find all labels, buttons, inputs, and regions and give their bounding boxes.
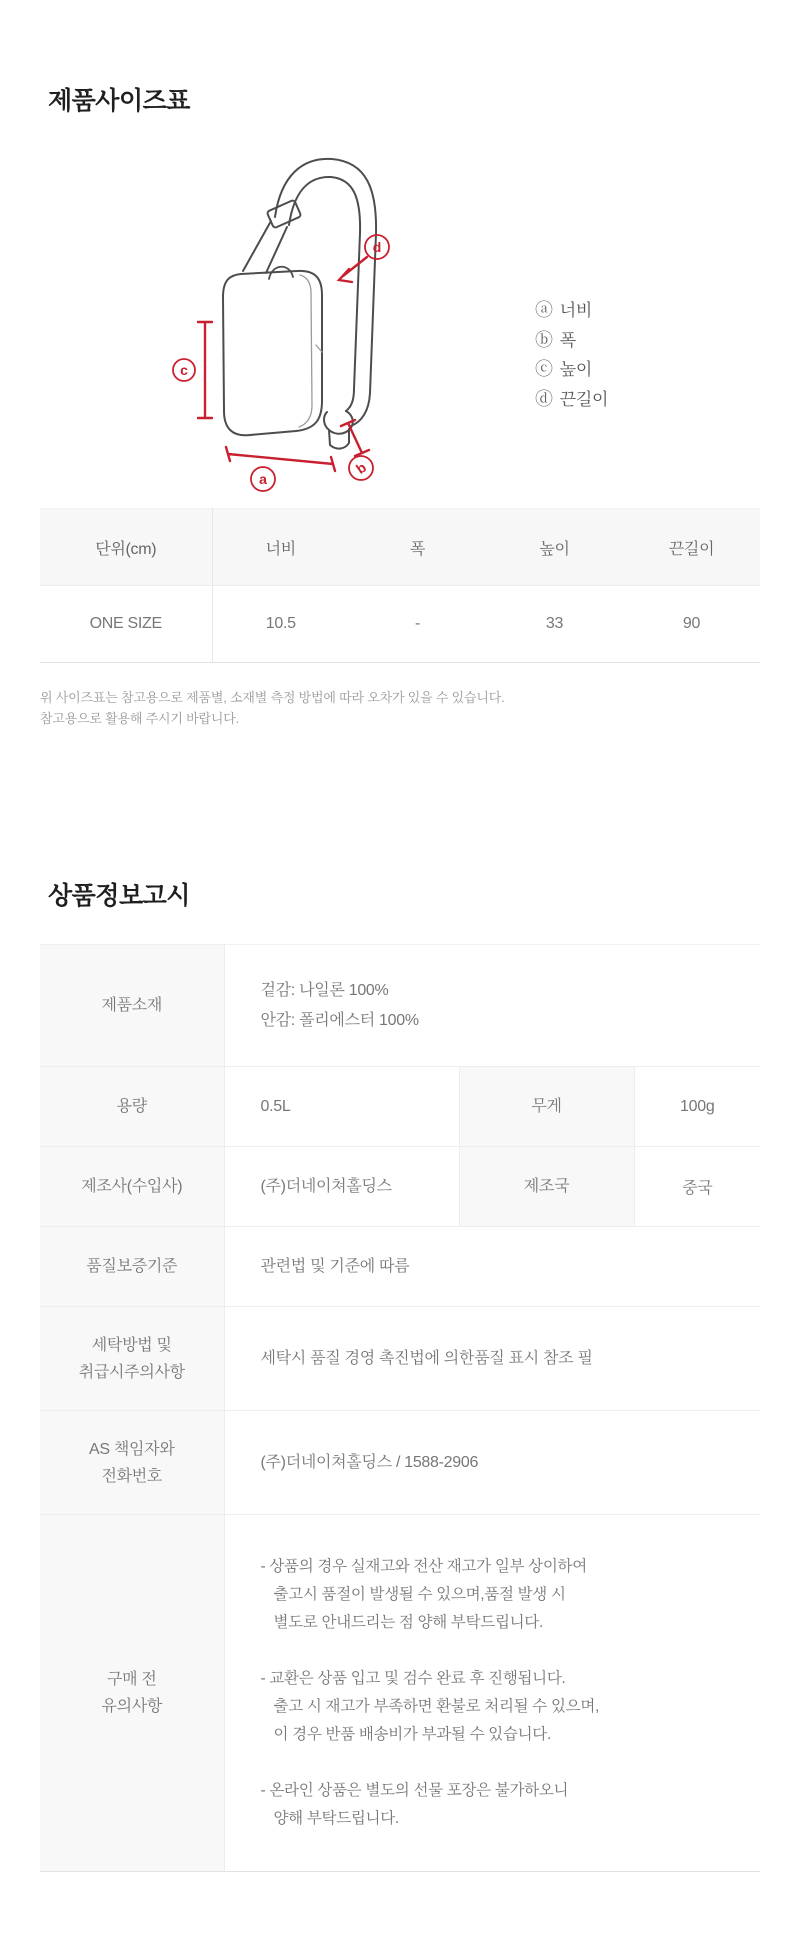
weight-label: 무게 — [459, 1067, 634, 1147]
capacity-label: 용량 — [40, 1067, 224, 1147]
row-quality — [40, 1227, 760, 1307]
row-capacity-weight — [40, 1067, 760, 1147]
legend-item-height: ⓒ 높이 — [535, 359, 592, 379]
row-material — [40, 945, 760, 1067]
quality-label: 품질보증기준 — [40, 1227, 224, 1307]
size-col-height: 높이 — [486, 509, 623, 586]
size-value-depth: - — [349, 586, 486, 663]
size-section-title: 제품사이즈표 — [48, 87, 190, 115]
row-washing — [40, 1307, 760, 1411]
size-value-height: 33 — [486, 586, 623, 663]
mark-a-letter: a — [259, 471, 267, 487]
mark-c-letter: c — [180, 362, 188, 378]
depth-measure-line — [341, 420, 369, 456]
measure-legend — [535, 296, 608, 414]
washing-label: 세탁방법 및 취급시주의사항 — [40, 1307, 224, 1411]
purchase-notice-value — [224, 1515, 760, 1872]
as-contact-label: AS 책임자와 전화번호 — [40, 1411, 224, 1515]
height-measure-line — [198, 322, 212, 418]
strap-neck-left — [243, 221, 271, 271]
notice-paragraph-1: - 상품의 경우 실재고와 전산 재고가 일부 상이하여 출고시 품절이 발생될 수 있으며,품절 발생 시 별도로 안내드리는 점 양해 부탁드립니다. — [260, 1558, 587, 1631]
bag-size-diagram — [0, 135, 800, 508]
material-value: 겉감: 나일론 100% 안감: 폴리에스터 100% — [224, 945, 760, 1067]
size-table-note — [40, 687, 760, 729]
strap-buckle — [267, 200, 302, 229]
size-table — [40, 508, 760, 663]
legend-item-width: ⓐ 너비 — [535, 300, 592, 320]
row-maker-country — [40, 1147, 760, 1227]
legend-item-depth: ⓑ 폭 — [535, 329, 576, 350]
circled-d-icon: ⓓ — [535, 388, 553, 409]
size-col-unit: 단위(cm) — [40, 509, 212, 586]
notice-paragraph-2: - 교환은 상품 입고 및 검수 완료 후 진행됩니다. 출고 시 재고가 부족하면 환불로 처리될 수 있으며, 이 경우 반품 배송비가 부과될 수 있습니다. — [260, 1670, 600, 1743]
quality-value: 관련법 및 기준에 따름 — [224, 1227, 760, 1307]
circled-b-icon: ⓑ — [535, 329, 553, 350]
mark-d-letter: d — [372, 239, 382, 255]
purchase-notice-label: 구매 전 유의사항 — [40, 1515, 224, 1872]
size-value-label: ONE SIZE — [40, 586, 212, 663]
row-purchase-notice — [40, 1515, 760, 1872]
bag-body-outline — [223, 271, 322, 435]
weight-value: 100g — [634, 1067, 760, 1147]
legend-item-strap: ⓓ 끈길이 — [535, 388, 609, 409]
size-note-line-1: 위 사이즈표는 참고용으로 제품별, 소재별 측정 방법에 따라 오차가 있을 수 있습니다. — [40, 690, 505, 705]
washing-value: 세탁시 품질 경영 촉진법에 의한품질 표시 참조 필 — [224, 1307, 760, 1411]
material-label: 제품소재 — [40, 945, 224, 1067]
size-table-data-row — [40, 586, 760, 663]
country-value: 중국 — [634, 1147, 760, 1227]
size-value-strap: 90 — [623, 586, 760, 663]
row-as-contact — [40, 1411, 760, 1515]
maker-label: 제조사(수입사) — [40, 1147, 224, 1227]
capacity-value: 0.5L — [224, 1067, 459, 1147]
width-measure-line — [226, 447, 335, 471]
size-col-depth: 폭 — [349, 509, 486, 586]
notice-paragraph-3: - 온라인 상품은 별도의 선물 포장은 불가하오니 양해 부탁드립니다. — [260, 1782, 569, 1827]
info-section-title: 상품정보고시 — [48, 882, 190, 910]
size-value-width: 10.5 — [212, 586, 349, 663]
size-table-header-row — [40, 509, 760, 586]
circled-c-icon: ⓒ — [535, 359, 553, 379]
mark-b-letter: b — [352, 458, 370, 478]
circled-a-icon: ⓐ — [535, 300, 553, 320]
country-label: 제조국 — [459, 1147, 634, 1227]
maker-value: (주)더네이쳐홀딩스 — [224, 1147, 459, 1227]
bag-illustration — [125, 135, 415, 508]
as-contact-value: (주)더네이쳐홀딩스 / 1588-2906 — [224, 1411, 760, 1515]
size-col-width: 너비 — [212, 509, 349, 586]
size-col-strap: 끈길이 — [623, 509, 760, 586]
strap-outer-line — [275, 159, 376, 426]
size-note-line-2: 참고용으로 활용해 주시기 바랍니다. — [40, 711, 240, 726]
bag-front-seam — [299, 275, 312, 427]
product-info-table — [40, 944, 760, 1872]
